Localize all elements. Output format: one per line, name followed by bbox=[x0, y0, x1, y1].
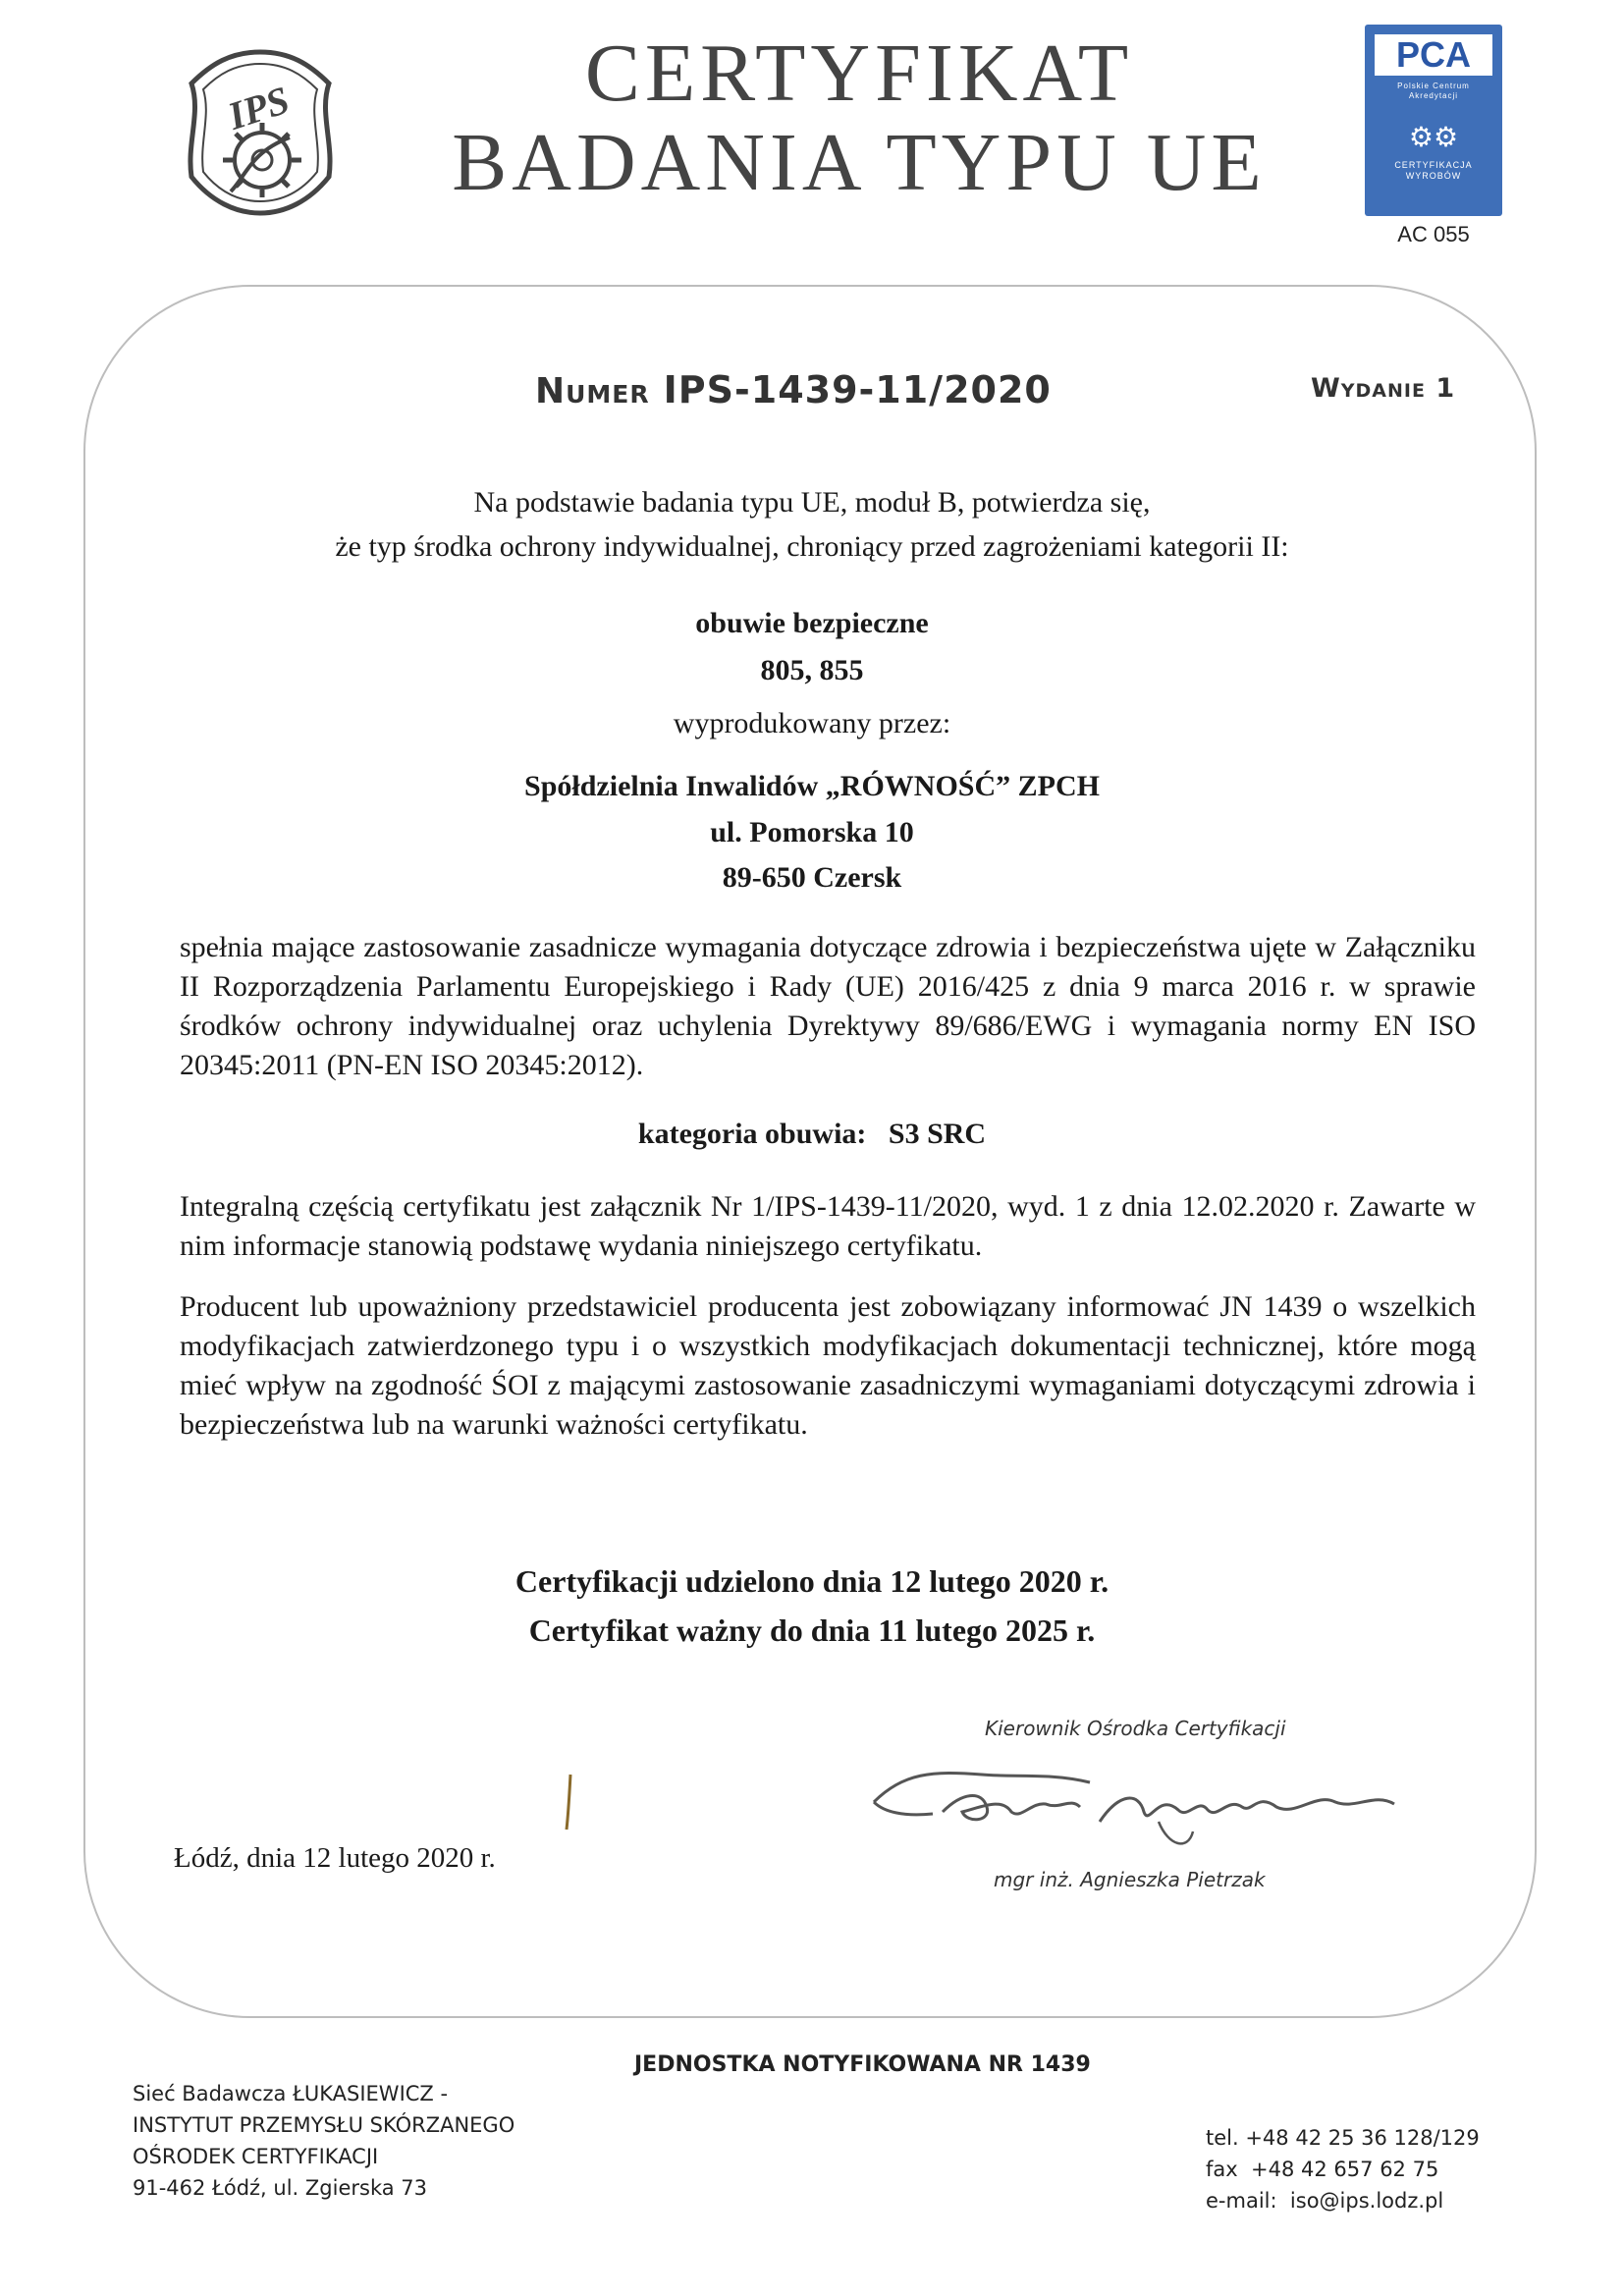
place-date: Łódź, dnia 12 lutego 2020 r. bbox=[174, 1842, 496, 1874]
gears-icon: ⚙⚙ bbox=[1408, 122, 1459, 152]
org-line-2: INSTYTUT PRZEMYSŁU SKÓRZANEGO bbox=[133, 2113, 515, 2137]
valid-until: Certyfikat ważny do dnia 11 lutego 2025 r. bbox=[528, 1613, 1096, 1648]
title-line-2: BADANIA TYPU UE bbox=[452, 116, 1267, 208]
number-value: IPS-1439-11/2020 bbox=[663, 368, 1052, 411]
signatory-role: Kierownik Ośrodka Certyfikacji bbox=[985, 1717, 1286, 1740]
manufacturer-street: ul. Pomorska 10 bbox=[710, 816, 914, 848]
handwritten-signature bbox=[864, 1753, 1453, 1866]
accreditation-code: AC 055 bbox=[1397, 222, 1470, 246]
fax: fax +48 42 657 62 75 bbox=[1206, 2158, 1439, 2181]
signatory-name: mgr inż. Agnieszka Pietrzak bbox=[994, 1868, 1266, 1891]
manufacturer-name: Spółdzielnia Inwalidów „RÓWNOŚĆ” ZPCH bbox=[524, 770, 1100, 802]
granted-date: Certyfikacji udzielono dnia 12 lutego 2020 r. bbox=[514, 1563, 1110, 1599]
product-models: 805, 855 bbox=[760, 654, 864, 686]
requirements-paragraph bbox=[180, 928, 1476, 1085]
org-line-1: Sieć Badawcza ŁUKASIEWICZ - bbox=[133, 2082, 449, 2105]
edition: Wydanie 1 bbox=[1311, 373, 1456, 404]
document-title bbox=[393, 29, 1326, 207]
ips-logo-text: IPS bbox=[222, 77, 295, 138]
number-label: Numer bbox=[535, 371, 650, 411]
intro-line-1: Na podstawie badania typu UE, moduł B, potwierdza się, bbox=[473, 486, 1151, 519]
manufactured-by: wyprodukowany przez: bbox=[673, 707, 951, 739]
certificate-number bbox=[535, 368, 1052, 411]
org-line-3: OŚRODEK CERTYFIKACJI bbox=[133, 2145, 379, 2168]
category-value: S3 SRC bbox=[888, 1118, 987, 1150]
pca-subtitle-2: Akredytacji bbox=[1408, 91, 1459, 100]
product-name: obuwie bezpieczne bbox=[695, 607, 929, 639]
annex-paragraph bbox=[180, 1187, 1476, 1266]
pca-brand: PCA bbox=[1375, 34, 1492, 76]
contact-block bbox=[1206, 2122, 1480, 2216]
title-line-1: CERTYFIKAT bbox=[584, 27, 1134, 119]
org-line-4: 91-462 Łódź, ul. Zgierska 73 bbox=[133, 2176, 428, 2200]
pca-subtitle-1: Polskie Centrum bbox=[1397, 82, 1470, 90]
manufacturer-city: 89-650 Czersk bbox=[722, 861, 902, 894]
phone: tel. +48 42 25 36 128/129 bbox=[1206, 2126, 1480, 2150]
ips-logo bbox=[172, 44, 349, 221]
pen-stroke bbox=[565, 1773, 570, 1827]
organization-block bbox=[133, 2078, 514, 2204]
notified-body: JEDNOSTKA NOTYFIKOWANA NR 1439 bbox=[634, 2052, 1091, 2077]
pca-cert-1: CERTYFIKACJA bbox=[1394, 160, 1473, 170]
producer-text: Producent lub upoważniony przedstawiciel producenta jest zobowiązany informować JN 1439 o wszelkich modyfikacjach zatwierdzonego typu i o wszystkich modyfikacjach dokumentacji technicznej, które mogą mieć wpływ na zgodność ŚOI z mającymi zastosowanie zasadniczymi wymaganiami dotyczącymi zdrowia i bezpieczeństwa lub na warunki ważności certyfikatu. bbox=[180, 1290, 1476, 1441]
producer-paragraph bbox=[180, 1287, 1476, 1445]
requirements-text: spełnia mające zastosowanie zasadnicze wymagania dotyczące zdrowia i bezpieczeństwa ujęte w Załączniku II Rozporządzenia Parlamentu Europejskiego i Rady (UE) 2016/425 z dnia 9 marca 2016 r. w sprawie środków ochrony indywidualnej oraz uchylenia Dyrektywy 89/686/EWG i wymagania normy EN ISO 20345:2011 (PN-EN ISO 20345:2012). bbox=[180, 931, 1476, 1081]
category-label: kategoria obuwia: bbox=[637, 1118, 867, 1150]
pca-accreditation-badge bbox=[1365, 25, 1502, 216]
annex-text: Integralną częścią certyfikatu jest załącznik Nr 1/IPS-1439-11/2020, wyd. 1 z dnia 12.02.2020 r. Zawarte w nim informacje stanowią podstawę wydania niniejszego certyfikatu. bbox=[180, 1190, 1476, 1262]
email-link[interactable]: e-mail: iso@ips.lodz.pl bbox=[1206, 2189, 1444, 2213]
footwear-category bbox=[0, 1115, 1624, 1154]
pca-cert-2: WYROBÓW bbox=[1405, 171, 1462, 181]
intro-line-2: że typ środka ochrony indywidualnej, chroniący przed zagrożeniami kategorii II: bbox=[335, 530, 1289, 563]
